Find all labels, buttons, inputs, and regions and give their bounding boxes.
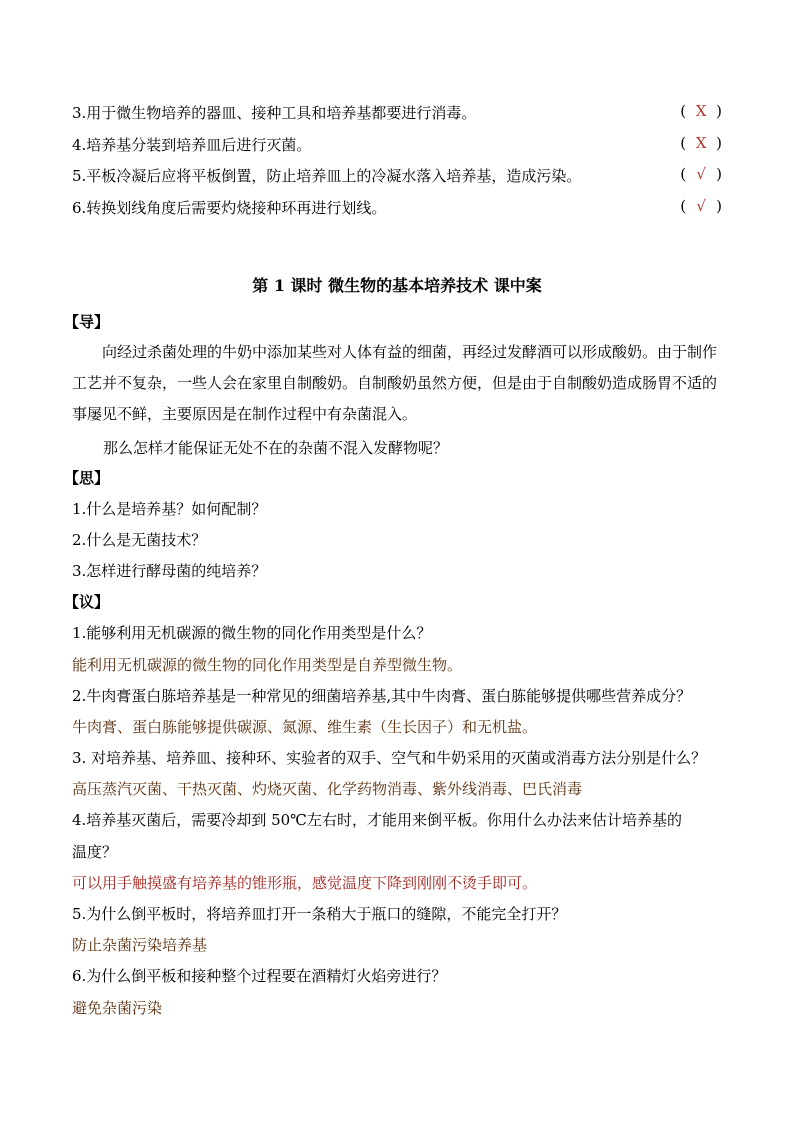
section-heading-si: 【思】: [64, 469, 110, 487]
think-question: 3.怎样进行酵母菌的纯培养？: [72, 562, 267, 580]
discuss-answer: 能利用无机碳源的微生物的同化作用类型是自养型微生物。: [72, 656, 463, 674]
intro-paragraph: 向经过杀菌处理的牛奶中添加某些对人体有益的细菌，再经过发酵酒可以形成酸奶。由于制作工艺并不复杂，一些人会在家里自制酸奶。自制酸奶虽然方便，但是由于自制酸奶造成肠胃不适的事屡见不鲜，主要原因是在制作过程中有杂菌混入。: [72, 343, 718, 423]
discuss-answer: 避免杂菌污染: [72, 999, 163, 1017]
answer-mark-check: √: [696, 197, 706, 215]
section-heading-dao: 【导】: [64, 313, 110, 331]
answer-mark-x: X: [695, 102, 707, 120]
judgment-answer: ( √ ): [680, 197, 722, 215]
lesson-title: 第 1 课时 微生物的基本培养技术 课中案: [252, 276, 542, 295]
discuss-question: 1.能够利用无机碳源的微生物的同化作用类型是什么？: [72, 624, 432, 642]
discuss-answer: 防止杂菌污染培养基: [72, 936, 208, 954]
judgment-text: 3.用于微生物培养的器皿、接种工具和培养基都要进行消毒。: [72, 104, 477, 122]
discuss-question: 2.牛肉膏蛋白胨培养基是一种常见的细菌培养基,其中牛肉膏、蛋白胨能够提供哪些营养成分？: [72, 687, 692, 705]
section-heading-yi: 【议】: [64, 593, 110, 611]
judgment-answer: ( X ): [680, 134, 722, 152]
discuss-answer: 可以用手触摸盛有培养基的锥形瓶，感觉温度下降到刚刚不烫手即可。: [72, 874, 538, 892]
judgment-item: [72, 134, 722, 155]
intro-question: 那么怎样才能保证无处不在的杂菌不混入发酵物呢？: [103, 439, 449, 457]
judgment-text: 6.转换划线角度后需要灼烧接种环再进行划线。: [72, 199, 387, 217]
judgment-text: 4.培养基分装到培养皿后进行灭菌。: [72, 136, 312, 154]
answer-mark-check: √: [696, 165, 706, 183]
judgment-item: [72, 102, 722, 123]
discuss-question: 6.为什么倒平板和接种整个过程要在酒精灯火焰旁进行？: [72, 967, 447, 985]
discuss-question: 5.为什么倒平板时，将培养皿打开一条稍大于瓶口的缝隙，不能完全打开？: [72, 905, 567, 923]
think-question: 1.什么是培养基？如何配制？: [72, 500, 267, 518]
judgment-item: [72, 165, 722, 186]
discuss-question-cont: 温度？: [72, 843, 118, 861]
discuss-question: 3. 对培养基、培养皿、接种环、实验者的双手、空气和牛奶采用的灭菌或消毒方法分别是什么？: [72, 749, 707, 767]
discuss-question: 4.培养基灭菌后，需要冷却到 50℃左右时，才能用来倒平板。你用什么办法来估计培养基的: [72, 811, 682, 829]
discuss-answer: 高压蒸汽灭菌、干热灭菌、灼烧灭菌、化学药物消毒、紫外线消毒、巴氏消毒: [72, 780, 583, 798]
judgment-text: 5.平板冷凝后应将平板倒置，防止培养皿上的冷凝水落入培养基，造成污染。: [72, 167, 582, 185]
judgment-answer: ( X ): [680, 102, 722, 120]
judgment-item: [72, 197, 722, 218]
answer-mark-x: X: [695, 134, 707, 152]
think-question: 2.什么是无菌技术？: [72, 531, 207, 549]
discuss-answer: 牛肉膏、蛋白胨能够提供碳源、氮源、维生素（生长因子）和无机盐。: [72, 718, 538, 736]
judgment-answer: ( √ ): [680, 165, 722, 183]
